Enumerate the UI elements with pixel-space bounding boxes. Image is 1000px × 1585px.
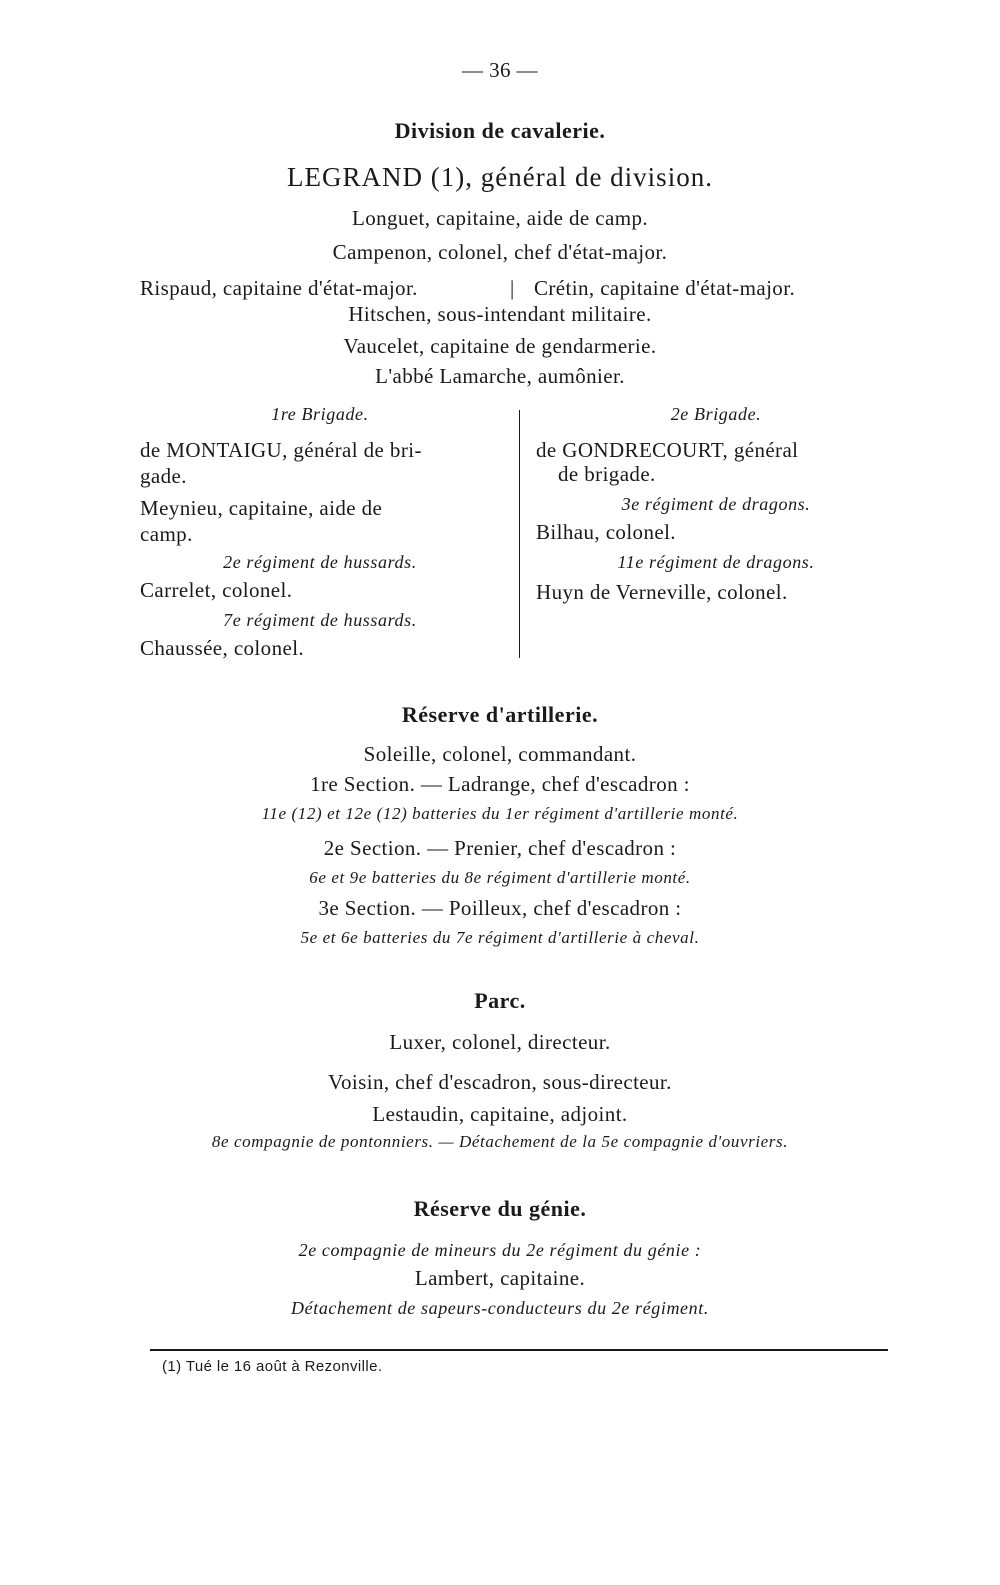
staff-pair-right: Crétin, capitaine d'état-major. xyxy=(534,276,796,300)
parc-director: Luxer, colonel, directeur. xyxy=(389,1030,611,1054)
brigade-2-colonel-2: Huyn de Verneville, colonel. xyxy=(536,580,788,604)
footnote: (1) Tué le 16 août à Rezonville. xyxy=(162,1358,383,1375)
division-commander: LEGRAND (1), général de division. xyxy=(287,162,713,192)
column-divider xyxy=(519,410,520,658)
parc-subdirector: Voisin, chef d'escadron, sous-directeur. xyxy=(328,1070,672,1094)
artillery-section-3-detail: 5e et 6e batteries du 7e régiment d'artillerie à cheval. xyxy=(300,928,700,947)
brigade-1-regiment-2: 7e régiment de hussards. xyxy=(223,610,417,630)
artillery-section-1-detail: 11e (12) et 12e (12) batteries du 1er régiment d'artillerie monté. xyxy=(261,804,739,823)
brigade-1-aide-cont: camp. xyxy=(140,522,193,546)
staff-pair-left: Rispaud, capitaine d'état-major. xyxy=(140,276,418,300)
artillery-section-3: 3e Section. — Poilleux, chef d'escadron : xyxy=(318,896,682,920)
division-title: Division de cavalerie. xyxy=(394,118,606,143)
genie-detachment: Détachement de sapeurs-conducteurs du 2e régiment. xyxy=(291,1298,709,1318)
brigade-2-heading: 2e Brigade. xyxy=(670,404,762,424)
staff-line-4: Vaucelet, capitaine de gendarmerie. xyxy=(343,334,657,358)
brigade-1-general-cont: gade. xyxy=(140,464,187,488)
staff-line-2: Campenon, colonel, chef d'état-major. xyxy=(332,240,668,264)
staff-pair-divider: | xyxy=(510,276,515,300)
page-number: — 36 — xyxy=(462,58,538,82)
artillery-section-2-detail: 6e et 9e batteries du 8e régiment d'artillerie monté. xyxy=(309,868,691,887)
staff-line-1: Longuet, capitaine, aide de camp. xyxy=(352,206,648,230)
genie-title: Réserve du génie. xyxy=(413,1196,587,1221)
parc-units: 8e compagnie de pontonniers. — Détachement de la 5e compagnie d'ouvriers. xyxy=(211,1132,789,1151)
parc-title: Parc. xyxy=(474,988,526,1013)
brigade-2-colonel-1: Bilhau, colonel. xyxy=(536,520,676,544)
brigade-2-regiment-1: 3e régiment de dragons. xyxy=(621,494,811,514)
brigade-2-regiment-2: 11e régiment de dragons. xyxy=(617,552,815,572)
brigade-2-general: de GONDRECOURT, général xyxy=(536,438,799,462)
brigade-1-aide: Meynieu, capitaine, aide de xyxy=(140,496,383,520)
parc-adjoint: Lestaudin, capitaine, adjoint. xyxy=(372,1102,628,1126)
artillery-commander: Soleille, colonel, commandant. xyxy=(363,742,637,766)
artillery-section-1: 1re Section. — Ladrange, chef d'escadron : xyxy=(310,772,690,796)
artillery-section-2: 2e Section. — Prenier, chef d'escadron : xyxy=(323,836,677,860)
brigade-2-general-cont: de brigade. xyxy=(558,462,656,486)
brigade-1-regiment-1: 2e régiment de hussards. xyxy=(223,552,417,572)
brigade-1-colonel-2: Chaussée, colonel. xyxy=(140,636,305,660)
brigade-1-colonel-1: Carrelet, colonel. xyxy=(140,578,293,602)
footnote-rule xyxy=(150,1349,888,1351)
brigade-1-heading: 1re Brigade. xyxy=(271,404,369,424)
staff-line-5: L'abbé Lamarche, aumônier. xyxy=(375,364,625,388)
brigade-1-general: de MONTAIGU, général de bri- xyxy=(140,438,422,462)
staff-line-3: Hitschen, sous-intendant militaire. xyxy=(348,302,652,326)
genie-unit: 2e compagnie de mineurs du 2e régiment du génie : xyxy=(298,1240,702,1260)
artillery-title: Réserve d'artillerie. xyxy=(401,702,599,727)
genie-captain: Lambert, capitaine. xyxy=(414,1266,586,1290)
